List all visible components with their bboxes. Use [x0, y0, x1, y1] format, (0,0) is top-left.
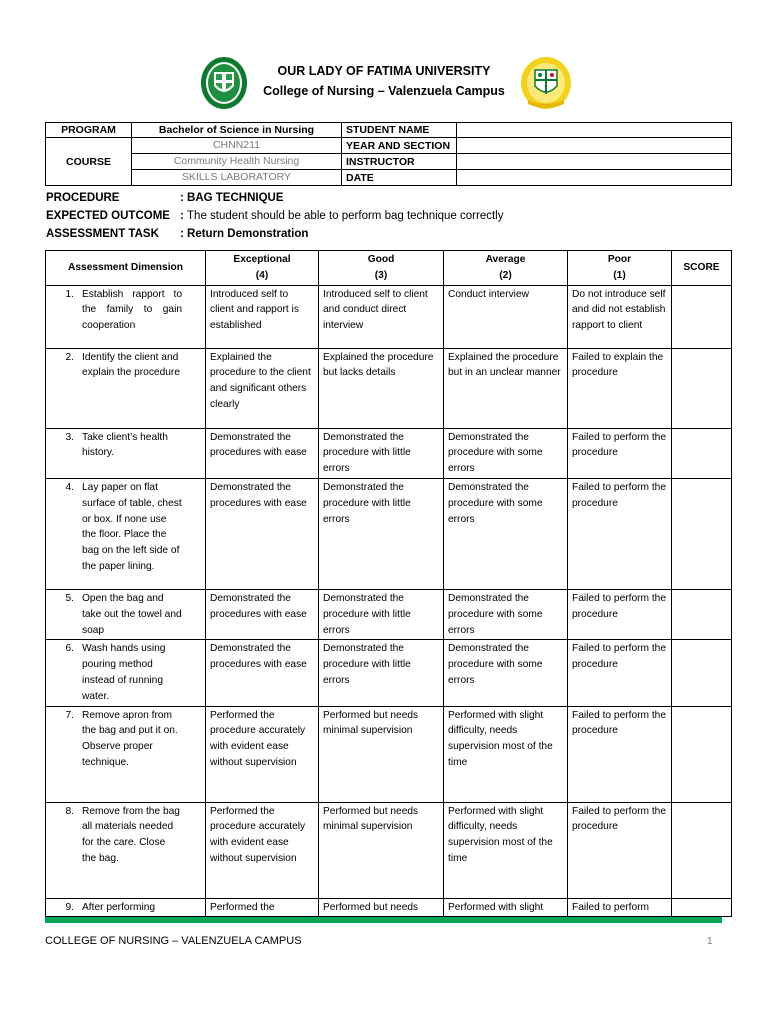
program-label: PROGRAM: [46, 123, 132, 138]
item-number: 6.: [65, 643, 74, 655]
average-criteria-cell: Demonstrated the procedure with some errors: [444, 428, 568, 478]
rubric-row: [46, 640, 732, 706]
good-criteria-cell: Explained the procedure but lacks details: [319, 348, 444, 428]
dimension-text: Establish rapport to the family to gain cooperation: [82, 288, 182, 332]
header-average-label: Average: [485, 254, 526, 265]
student-name-field[interactable]: [457, 123, 732, 138]
year-section-field[interactable]: [457, 138, 732, 154]
footer-divider: [45, 917, 722, 923]
poor-criteria-cell: Failed to perform: [568, 898, 672, 917]
score-cell[interactable]: [672, 348, 732, 428]
dimension-cell: [46, 589, 206, 639]
outcome-label: EXPECTED OUTCOME: [46, 210, 170, 222]
item-number: 8.: [65, 805, 74, 817]
score-cell[interactable]: [672, 478, 732, 589]
good-criteria-cell: Demonstrated the procedure with little errors: [319, 589, 444, 639]
exceptional-criteria-cell: Explained the procedure to the client and significant others clearly: [206, 348, 319, 428]
average-criteria-cell: Demonstrated the procedure with some errors: [444, 589, 568, 639]
outcome-prefix: :: [180, 210, 188, 222]
exceptional-criteria-cell: Introduced self to client and rapport is established: [206, 285, 319, 348]
poor-criteria-cell: Do not introduce self and did not establish rapport to client: [568, 285, 672, 348]
header-exceptional: [206, 251, 319, 286]
rubric-row: [46, 348, 732, 428]
item-number: 2.: [65, 351, 74, 363]
task-label: ASSESSMENT TASK: [46, 228, 159, 240]
dimension-text: Remove apron from the bag and put it on. Observe proper technique.: [82, 709, 178, 768]
item-number: 1.: [65, 288, 74, 300]
rubric-row: [46, 478, 732, 589]
exceptional-criteria-cell: Performed the procedure accurately with evident ease without supervision: [206, 802, 319, 898]
student-name-label: STUDENT NAME: [342, 123, 457, 138]
footer-campus: COLLEGE OF NURSING – VALENZUELA CAMPUS: [45, 935, 302, 947]
course-type: SKILLS LABORATORY: [132, 170, 342, 186]
year-section-label: YEAR AND SECTION: [342, 138, 457, 154]
header-poor-points: (1): [613, 269, 626, 281]
header-good: [319, 251, 444, 286]
dimension-cell: [46, 802, 206, 898]
procedure-label: PROCEDURE: [46, 192, 120, 204]
document-header: [0, 56, 768, 112]
item-number: 5.: [65, 592, 74, 604]
good-criteria-cell: Performed but needs: [319, 898, 444, 917]
item-number: 7.: [65, 709, 74, 721]
page-number: 1: [707, 936, 713, 947]
header-poor: [568, 251, 672, 286]
dimension-text: Identify the client and explain the procedure: [82, 351, 180, 379]
average-criteria-cell: Performed with slight difficulty, needs supervision most of the time: [444, 706, 568, 802]
score-cell[interactable]: [672, 589, 732, 639]
outcome-value: The student should be able to perform bag technique correctly: [187, 210, 504, 222]
course-code: CHNN211: [132, 138, 342, 154]
score-cell[interactable]: [672, 898, 732, 917]
exceptional-criteria-cell: Demonstrated the procedures with ease: [206, 589, 319, 639]
score-cell[interactable]: [672, 640, 732, 706]
good-criteria-cell: Performed but needs minimal supervision: [319, 706, 444, 802]
header-average-points: (2): [499, 269, 512, 281]
score-cell[interactable]: [672, 428, 732, 478]
rubric-row: [46, 802, 732, 898]
header-exceptional-label: Exceptional: [233, 254, 291, 265]
college-name: College of Nursing – Valenzuela Campus: [263, 84, 505, 98]
score-cell[interactable]: [672, 285, 732, 348]
dimension-cell: [46, 348, 206, 428]
dimension-text: Take client’s health history.: [82, 431, 168, 459]
dimension-cell: [46, 640, 206, 706]
dimension-text: Wash hands using pouring method instead of running water.: [82, 643, 166, 702]
procedure-value: : BAG TECHNIQUE: [180, 192, 284, 204]
instructor-field[interactable]: [457, 154, 732, 170]
good-criteria-cell: Demonstrated the procedure with little errors: [319, 478, 444, 589]
good-criteria-cell: Performed but needs minimal supervision: [319, 802, 444, 898]
rubric-row: [46, 589, 732, 639]
item-number: 3.: [65, 431, 74, 443]
exceptional-criteria-cell: Demonstrated the procedures with ease: [206, 640, 319, 706]
rubric-body: [46, 285, 732, 917]
average-criteria-cell: Demonstrated the procedure with some errors: [444, 478, 568, 589]
campus-crest-icon: [520, 56, 572, 110]
exceptional-criteria-cell: Demonstrated the procedures with ease: [206, 478, 319, 589]
score-cell[interactable]: [672, 706, 732, 802]
dimension-cell: [46, 706, 206, 802]
rubric-row: [46, 898, 732, 917]
exceptional-criteria-cell: Demonstrated the procedures with ease: [206, 428, 319, 478]
rubric-row: [46, 706, 732, 802]
average-criteria-cell: Explained the procedure but in an unclear manner: [444, 348, 568, 428]
good-criteria-cell: Introduced self to client and conduct direct interview: [319, 285, 444, 348]
student-info-table: [45, 122, 732, 186]
rubric-table: [45, 250, 732, 917]
rubric-header-row: [46, 251, 732, 286]
dimension-cell: [46, 478, 206, 589]
poor-criteria-cell: Failed to perform the procedure: [568, 478, 672, 589]
poor-criteria-cell: Failed to perform the procedure: [568, 428, 672, 478]
poor-criteria-cell: Failed to perform the procedure: [568, 802, 672, 898]
poor-criteria-cell: Failed to explain the procedure: [568, 348, 672, 428]
header-dimension: Assessment Dimension: [46, 251, 206, 286]
header-good-points: (3): [374, 269, 388, 281]
item-number: 9.: [65, 901, 74, 913]
score-cell[interactable]: [672, 802, 732, 898]
exceptional-criteria-cell: Performed the: [206, 898, 319, 917]
course-label: COURSE: [46, 138, 132, 186]
exceptional-criteria-cell: Performed the procedure accurately with evident ease without supervision: [206, 706, 319, 802]
university-name: OUR LADY OF FATIMA UNIVERSITY: [277, 64, 491, 78]
dimension-cell: [46, 898, 206, 917]
header-score: SCORE: [672, 251, 732, 286]
program-value: Bachelor of Science in Nursing: [132, 123, 342, 138]
good-criteria-cell: Demonstrated the procedure with little errors: [319, 428, 444, 478]
dimension-text: Remove from the bag all materials needed for the care. Close the bag.: [82, 805, 180, 864]
average-criteria-cell: Demonstrated the procedure with some errors: [444, 640, 568, 706]
rubric-row: [46, 428, 732, 478]
poor-criteria-cell: Failed to perform the procedure: [568, 706, 672, 802]
dimension-text: Open the bag and take out the towel and soap: [82, 592, 182, 636]
dimension-text: Lay paper on flat surface of table, chest or box. If none use the floor. Place the bag on the left side of the paper lining.: [82, 481, 182, 572]
header-poor-label: Poor: [607, 254, 632, 265]
average-criteria-cell: Conduct interview: [444, 285, 568, 348]
dimension-cell: [46, 285, 206, 348]
header-good-label: Good: [367, 254, 395, 265]
header-exceptional-points: (4): [255, 269, 269, 281]
dimension-text: After performing: [82, 901, 156, 913]
item-number: 4.: [65, 481, 74, 493]
dimension-cell: [46, 428, 206, 478]
average-criteria-cell: Performed with slight difficulty, needs supervision most of the time: [444, 802, 568, 898]
instructor-label: INSTRUCTOR: [342, 154, 457, 170]
poor-criteria-cell: Failed to perform the procedure: [568, 589, 672, 639]
procedure-block: [46, 189, 503, 243]
date-field[interactable]: [457, 170, 732, 186]
rubric-row: [46, 285, 732, 348]
good-criteria-cell: Demonstrated the procedure with little errors: [319, 640, 444, 706]
course-title: Community Health Nursing: [132, 154, 342, 170]
header-average: [444, 251, 568, 286]
date-label: DATE: [342, 170, 457, 186]
task-value: : Return Demonstration: [180, 228, 309, 240]
average-criteria-cell: Performed with slight: [444, 898, 568, 917]
poor-criteria-cell: Failed to perform the procedure: [568, 640, 672, 706]
